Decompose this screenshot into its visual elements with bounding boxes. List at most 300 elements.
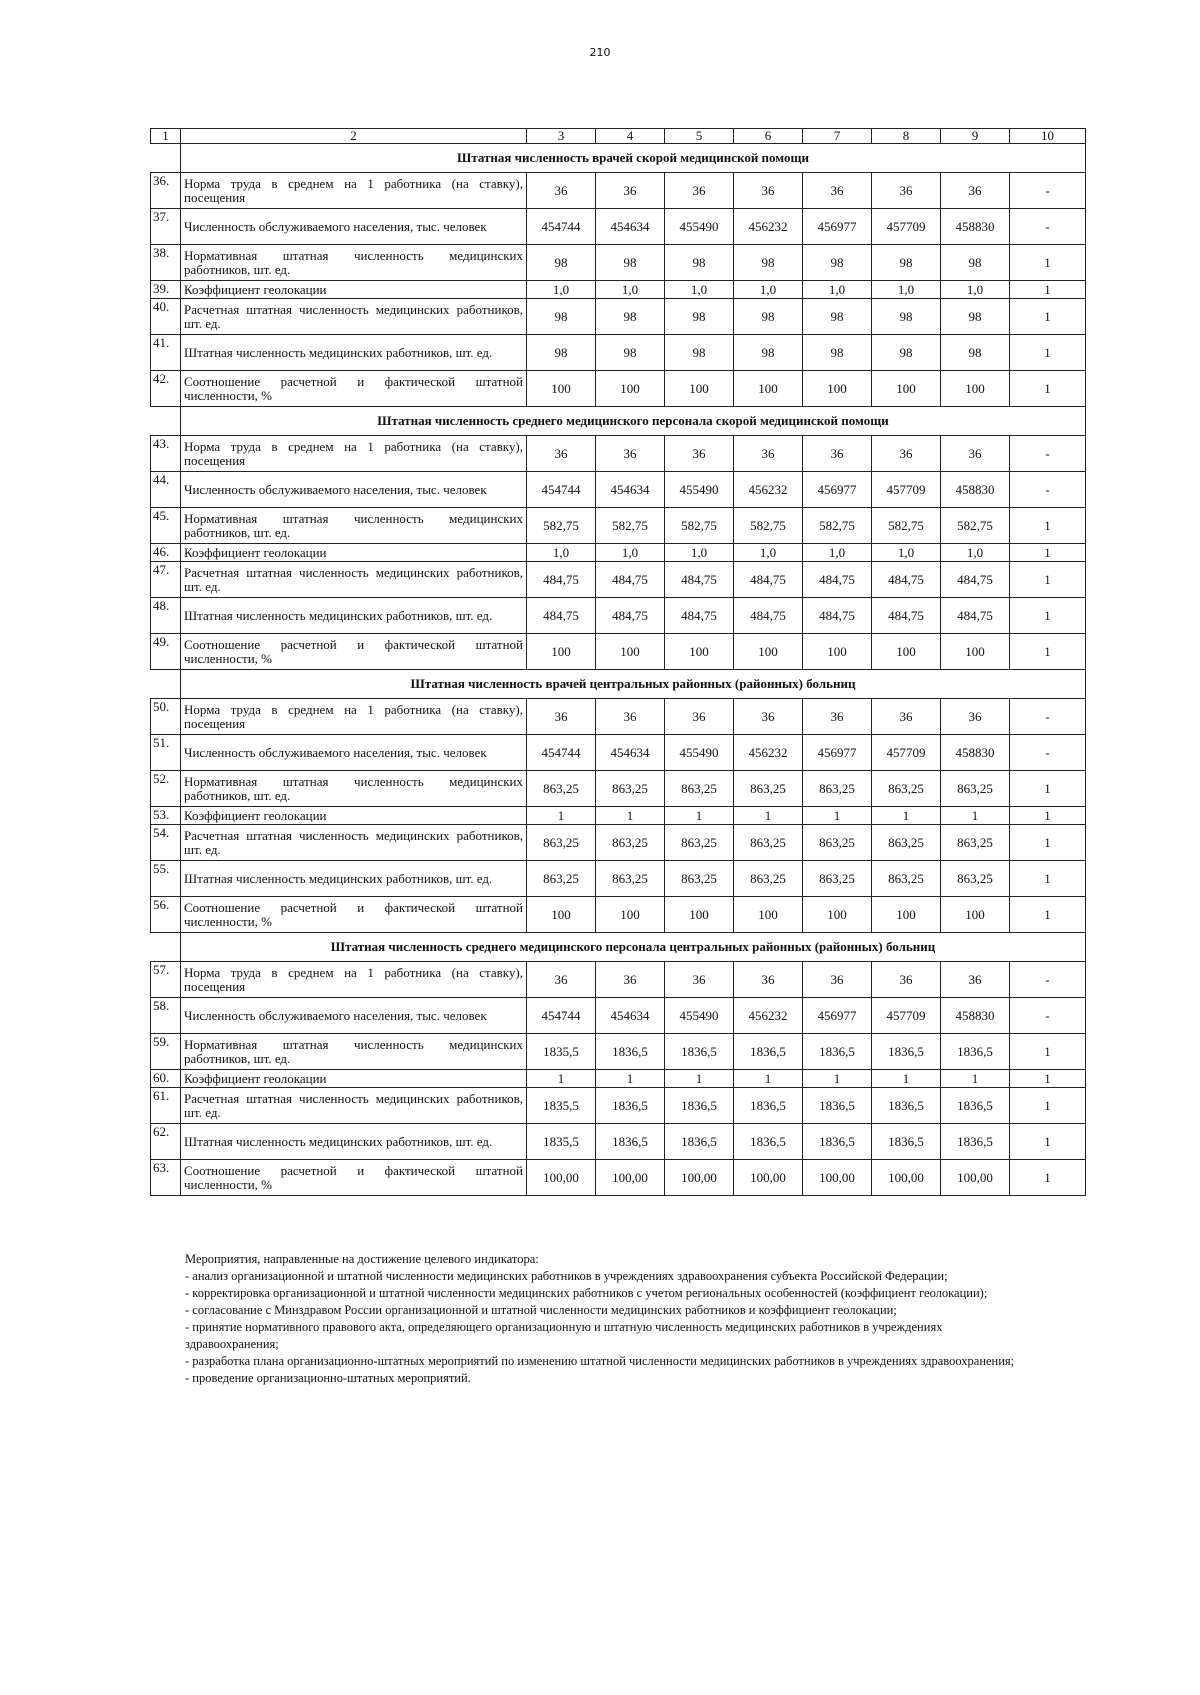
table-row bbox=[151, 1070, 1086, 1088]
table-row bbox=[151, 825, 1086, 861]
value-cell: 100 bbox=[803, 634, 872, 670]
measure-item: - разработка плана организационно-штатных мероприятий по изменению штатной численности медицинских работников в учреждениях здравоохранения; bbox=[185, 1354, 1015, 1368]
value-cell: 484,75 bbox=[527, 562, 596, 598]
value-cell: 100 bbox=[872, 897, 941, 933]
value-cell: 36 bbox=[803, 173, 872, 209]
value-cell: 1,0 bbox=[734, 544, 803, 562]
value-cell: - bbox=[1010, 962, 1086, 998]
table-row bbox=[151, 598, 1086, 634]
header-cell: 2 bbox=[181, 129, 527, 144]
value-cell: 100 bbox=[665, 897, 734, 933]
row-number: 36. bbox=[151, 173, 181, 209]
value-cell: 458830 bbox=[941, 998, 1010, 1034]
value-cell: 1,0 bbox=[596, 544, 665, 562]
value-cell: 100 bbox=[734, 371, 803, 407]
indicator-name: Расчетная штатная численность медицинских работников, шт. ед. bbox=[181, 299, 527, 335]
value-cell: 1836,5 bbox=[665, 1088, 734, 1124]
row-number: 53. bbox=[151, 807, 181, 825]
row-number: 50. bbox=[151, 699, 181, 735]
section-row bbox=[151, 670, 1086, 699]
value-cell: 36 bbox=[872, 173, 941, 209]
value-cell: 1 bbox=[1010, 508, 1086, 544]
table-row bbox=[151, 861, 1086, 897]
value-cell: 1 bbox=[665, 807, 734, 825]
value-cell: 484,75 bbox=[665, 562, 734, 598]
indicator-name: Коэффициент геолокации bbox=[181, 281, 527, 299]
header-cell: 1 bbox=[151, 129, 181, 144]
measure-item: - анализ организационной и штатной численности медицинских работников в учреждениях здравоохранения субъекта Российской Федерации; bbox=[185, 1269, 948, 1283]
value-cell: 36 bbox=[941, 173, 1010, 209]
table-row bbox=[151, 897, 1086, 933]
value-cell: - bbox=[1010, 472, 1086, 508]
value-cell: 863,25 bbox=[872, 771, 941, 807]
value-cell: 1836,5 bbox=[596, 1034, 665, 1070]
row-number: 47. bbox=[151, 562, 181, 598]
section-row bbox=[151, 407, 1086, 436]
indicator-name: Норма труда в среднем на 1 работника (на ставку), посещения bbox=[181, 962, 527, 998]
value-cell: 1,0 bbox=[596, 281, 665, 299]
row-number: 55. bbox=[151, 861, 181, 897]
value-cell: 100 bbox=[527, 371, 596, 407]
value-cell: 1 bbox=[734, 1070, 803, 1088]
value-cell: 863,25 bbox=[596, 771, 665, 807]
value-cell: 863,25 bbox=[665, 825, 734, 861]
value-cell: 36 bbox=[665, 699, 734, 735]
value-cell: 484,75 bbox=[734, 562, 803, 598]
value-cell: 100 bbox=[527, 897, 596, 933]
indicator-name: Норма труда в среднем на 1 работника (на ставку), посещения bbox=[181, 436, 527, 472]
value-cell: 100 bbox=[734, 634, 803, 670]
section-spacer bbox=[151, 933, 181, 962]
value-cell: 100 bbox=[941, 897, 1010, 933]
indicator-name: Соотношение расчетной и фактической штатной численности, % bbox=[181, 897, 527, 933]
table-row bbox=[151, 508, 1086, 544]
value-cell: 1 bbox=[1010, 335, 1086, 371]
row-number: 42. bbox=[151, 371, 181, 407]
value-cell: 100,00 bbox=[527, 1160, 596, 1196]
value-cell: 98 bbox=[734, 245, 803, 281]
value-cell: 454744 bbox=[527, 998, 596, 1034]
value-cell: 484,75 bbox=[596, 562, 665, 598]
value-cell: 100,00 bbox=[941, 1160, 1010, 1196]
value-cell: 1 bbox=[941, 807, 1010, 825]
value-cell: 98 bbox=[872, 245, 941, 281]
value-cell: 1,0 bbox=[527, 281, 596, 299]
value-cell: 1836,5 bbox=[872, 1034, 941, 1070]
value-cell: 863,25 bbox=[596, 825, 665, 861]
value-cell: 1,0 bbox=[665, 281, 734, 299]
value-cell: 582,75 bbox=[941, 508, 1010, 544]
value-cell: 36 bbox=[803, 699, 872, 735]
value-cell: 36 bbox=[734, 436, 803, 472]
value-cell: 457709 bbox=[872, 209, 941, 245]
measure-item: - принятие нормативного правового акта, определяющего организационную и штатную численность медицинских работников в учреждениях здравоохранения; bbox=[185, 1320, 943, 1351]
value-cell: 455490 bbox=[665, 209, 734, 245]
value-cell: 98 bbox=[872, 335, 941, 371]
value-cell: 1,0 bbox=[803, 281, 872, 299]
row-number: 43. bbox=[151, 436, 181, 472]
value-cell: 1 bbox=[803, 807, 872, 825]
value-cell: 36 bbox=[596, 173, 665, 209]
value-cell: 98 bbox=[803, 245, 872, 281]
value-cell: 1 bbox=[1010, 1034, 1086, 1070]
value-cell: 458830 bbox=[941, 209, 1010, 245]
value-cell: 98 bbox=[596, 245, 665, 281]
value-cell: 1 bbox=[1010, 544, 1086, 562]
value-cell: 36 bbox=[734, 699, 803, 735]
row-number: 45. bbox=[151, 508, 181, 544]
value-cell: 454634 bbox=[596, 472, 665, 508]
value-cell: 582,75 bbox=[665, 508, 734, 544]
value-cell: 1 bbox=[872, 807, 941, 825]
value-cell: 98 bbox=[665, 335, 734, 371]
indicator-name: Штатная численность медицинских работников, шт. ед. bbox=[181, 335, 527, 371]
value-cell: 98 bbox=[527, 335, 596, 371]
indicator-name: Норма труда в среднем на 1 работника (на ставку), посещения bbox=[181, 699, 527, 735]
value-cell: 100 bbox=[803, 371, 872, 407]
table-row bbox=[151, 699, 1086, 735]
staffing-table bbox=[150, 128, 1086, 1196]
value-cell: 36 bbox=[872, 436, 941, 472]
value-cell: 100 bbox=[941, 634, 1010, 670]
value-cell: 454634 bbox=[596, 735, 665, 771]
value-cell: 456977 bbox=[803, 998, 872, 1034]
value-cell: 582,75 bbox=[872, 508, 941, 544]
value-cell: 457709 bbox=[872, 472, 941, 508]
value-cell: 36 bbox=[665, 173, 734, 209]
value-cell: 1836,5 bbox=[665, 1124, 734, 1160]
value-cell: 1 bbox=[1010, 634, 1086, 670]
indicator-name: Норма труда в среднем на 1 работника (на ставку), посещения bbox=[181, 173, 527, 209]
indicator-name: Расчетная штатная численность медицинских работников, шт. ед. bbox=[181, 825, 527, 861]
value-cell: 863,25 bbox=[665, 861, 734, 897]
value-cell: 1836,5 bbox=[734, 1088, 803, 1124]
value-cell: 36 bbox=[596, 962, 665, 998]
value-cell: 100 bbox=[665, 371, 734, 407]
table-row bbox=[151, 472, 1086, 508]
value-cell: 36 bbox=[527, 962, 596, 998]
value-cell: 1 bbox=[596, 807, 665, 825]
value-cell: 100 bbox=[941, 371, 1010, 407]
value-cell: 454744 bbox=[527, 735, 596, 771]
table-row bbox=[151, 1160, 1086, 1196]
value-cell: 100 bbox=[734, 897, 803, 933]
value-cell: 1 bbox=[527, 807, 596, 825]
value-cell: 863,25 bbox=[872, 861, 941, 897]
measure-item: - согласование с Минздравом России организационной и штатной численности медицинских работников и коэффициент геолокации; bbox=[185, 1303, 897, 1317]
value-cell: 484,75 bbox=[803, 598, 872, 634]
table-row bbox=[151, 299, 1086, 335]
value-cell: 1 bbox=[803, 1070, 872, 1088]
value-cell: 484,75 bbox=[941, 562, 1010, 598]
value-cell: 455490 bbox=[665, 998, 734, 1034]
row-number: 54. bbox=[151, 825, 181, 861]
value-cell: 36 bbox=[527, 699, 596, 735]
value-cell: 98 bbox=[941, 245, 1010, 281]
row-number: 38. bbox=[151, 245, 181, 281]
value-cell: 582,75 bbox=[734, 508, 803, 544]
value-cell: 36 bbox=[527, 436, 596, 472]
section-spacer bbox=[151, 144, 181, 173]
value-cell: 1,0 bbox=[872, 544, 941, 562]
value-cell: 863,25 bbox=[665, 771, 734, 807]
value-cell: - bbox=[1010, 735, 1086, 771]
value-cell: 1 bbox=[1010, 1160, 1086, 1196]
value-cell: - bbox=[1010, 209, 1086, 245]
value-cell: 455490 bbox=[665, 472, 734, 508]
value-cell: 36 bbox=[665, 436, 734, 472]
indicator-name: Нормативная штатная численность медицинских работников, шт. ед. bbox=[181, 771, 527, 807]
table-row bbox=[151, 1124, 1086, 1160]
value-cell: 36 bbox=[941, 436, 1010, 472]
value-cell: 863,25 bbox=[527, 825, 596, 861]
value-cell: 100 bbox=[527, 634, 596, 670]
value-cell: 1 bbox=[734, 807, 803, 825]
value-cell: 456232 bbox=[734, 735, 803, 771]
value-cell: 1 bbox=[1010, 299, 1086, 335]
value-cell: 456232 bbox=[734, 472, 803, 508]
row-number: 41. bbox=[151, 335, 181, 371]
value-cell: 1 bbox=[1010, 245, 1086, 281]
row-number: 48. bbox=[151, 598, 181, 634]
header-cell: 3 bbox=[527, 129, 596, 144]
value-cell: 1,0 bbox=[872, 281, 941, 299]
value-cell: 100,00 bbox=[734, 1160, 803, 1196]
table-row bbox=[151, 371, 1086, 407]
value-cell: 1836,5 bbox=[734, 1034, 803, 1070]
indicator-name: Соотношение расчетной и фактической штатной численности, % bbox=[181, 371, 527, 407]
value-cell: 582,75 bbox=[527, 508, 596, 544]
value-cell: 1836,5 bbox=[872, 1088, 941, 1124]
value-cell: 1,0 bbox=[803, 544, 872, 562]
value-cell: 1 bbox=[1010, 807, 1086, 825]
value-cell: 484,75 bbox=[734, 598, 803, 634]
indicator-name: Коэффициент геолокации bbox=[181, 1070, 527, 1088]
value-cell: 458830 bbox=[941, 472, 1010, 508]
value-cell: 456977 bbox=[803, 209, 872, 245]
indicator-name: Расчетная штатная численность медицинских работников, шт. ед. bbox=[181, 1088, 527, 1124]
section-title: Штатная численность среднего медицинского персонала центральных районных (районных) больниц bbox=[181, 933, 1086, 962]
value-cell: 863,25 bbox=[527, 771, 596, 807]
measures-title: Мероприятия, направленные на достижение целевого индикатора: bbox=[185, 1252, 539, 1266]
section-spacer bbox=[151, 407, 181, 436]
value-cell: 36 bbox=[596, 436, 665, 472]
indicator-name: Численность обслуживаемого населения, тыс. человек bbox=[181, 209, 527, 245]
value-cell: 484,75 bbox=[527, 598, 596, 634]
row-number: 57. bbox=[151, 962, 181, 998]
value-cell: - bbox=[1010, 436, 1086, 472]
value-cell: 1 bbox=[527, 1070, 596, 1088]
section-title: Штатная численность среднего медицинского персонала скорой медицинской помощи bbox=[181, 407, 1086, 436]
value-cell: 100,00 bbox=[596, 1160, 665, 1196]
value-cell: 98 bbox=[596, 299, 665, 335]
value-cell: 863,25 bbox=[734, 771, 803, 807]
value-cell: 863,25 bbox=[734, 825, 803, 861]
value-cell: 36 bbox=[872, 962, 941, 998]
value-cell: 36 bbox=[527, 173, 596, 209]
value-cell: 456232 bbox=[734, 998, 803, 1034]
indicator-name: Численность обслуживаемого населения, тыс. человек bbox=[181, 735, 527, 771]
value-cell: 1836,5 bbox=[941, 1124, 1010, 1160]
indicator-name: Нормативная штатная численность медицинских работников, шт. ед. bbox=[181, 245, 527, 281]
value-cell: 863,25 bbox=[803, 825, 872, 861]
indicator-name: Коэффициент геолокации bbox=[181, 544, 527, 562]
value-cell: 454744 bbox=[527, 472, 596, 508]
value-cell: 484,75 bbox=[665, 598, 734, 634]
table-row bbox=[151, 281, 1086, 299]
row-number: 37. bbox=[151, 209, 181, 245]
value-cell: 456977 bbox=[803, 472, 872, 508]
measures-block bbox=[185, 1251, 1025, 1387]
value-cell: 1 bbox=[1010, 371, 1086, 407]
indicator-name: Нормативная штатная численность медицинских работников, шт. ед. bbox=[181, 508, 527, 544]
section-row bbox=[151, 933, 1086, 962]
value-cell: 1 bbox=[872, 1070, 941, 1088]
value-cell: 1835,5 bbox=[527, 1034, 596, 1070]
value-cell: - bbox=[1010, 699, 1086, 735]
indicator-name: Штатная численность медицинских работников, шт. ед. bbox=[181, 598, 527, 634]
value-cell: 100 bbox=[803, 897, 872, 933]
indicator-name: Соотношение расчетной и фактической штатной численности, % bbox=[181, 634, 527, 670]
value-cell: 98 bbox=[734, 299, 803, 335]
row-number: 62. bbox=[151, 1124, 181, 1160]
value-cell: 36 bbox=[665, 962, 734, 998]
section-title: Штатная численность врачей скорой медицинской помощи bbox=[181, 144, 1086, 173]
value-cell: 1,0 bbox=[941, 281, 1010, 299]
value-cell: 457709 bbox=[872, 998, 941, 1034]
value-cell: 454634 bbox=[596, 209, 665, 245]
value-cell: - bbox=[1010, 173, 1086, 209]
indicator-name: Штатная численность медицинских работников, шт. ед. bbox=[181, 1124, 527, 1160]
table-row bbox=[151, 562, 1086, 598]
section-row bbox=[151, 144, 1086, 173]
value-cell: 1836,5 bbox=[803, 1124, 872, 1160]
table-row bbox=[151, 173, 1086, 209]
value-cell: 863,25 bbox=[803, 861, 872, 897]
value-cell: 1835,5 bbox=[527, 1124, 596, 1160]
value-cell: 98 bbox=[941, 299, 1010, 335]
row-number: 39. bbox=[151, 281, 181, 299]
value-cell: 100 bbox=[596, 897, 665, 933]
value-cell: 863,25 bbox=[734, 861, 803, 897]
row-number: 44. bbox=[151, 472, 181, 508]
value-cell: 36 bbox=[941, 962, 1010, 998]
value-cell: 1 bbox=[941, 1070, 1010, 1088]
header-row bbox=[151, 129, 1086, 144]
table-row bbox=[151, 335, 1086, 371]
row-number: 51. bbox=[151, 735, 181, 771]
value-cell: 1 bbox=[1010, 562, 1086, 598]
value-cell: 1836,5 bbox=[803, 1088, 872, 1124]
value-cell: 36 bbox=[872, 699, 941, 735]
value-cell: 100,00 bbox=[803, 1160, 872, 1196]
table-row bbox=[151, 1034, 1086, 1070]
indicator-name: Соотношение расчетной и фактической штатной численности, % bbox=[181, 1160, 527, 1196]
table-row bbox=[151, 962, 1086, 998]
row-number: 59. bbox=[151, 1034, 181, 1070]
value-cell: 1 bbox=[1010, 281, 1086, 299]
header-cell: 9 bbox=[941, 129, 1010, 144]
row-number: 63. bbox=[151, 1160, 181, 1196]
value-cell: 484,75 bbox=[872, 598, 941, 634]
row-number: 49. bbox=[151, 634, 181, 670]
value-cell: 100 bbox=[872, 634, 941, 670]
table-row bbox=[151, 436, 1086, 472]
table-row bbox=[151, 1088, 1086, 1124]
value-cell: 1836,5 bbox=[596, 1124, 665, 1160]
value-cell: 1 bbox=[1010, 897, 1086, 933]
indicator-name: Численность обслуживаемого населения, тыс. человек bbox=[181, 472, 527, 508]
value-cell: 455490 bbox=[665, 735, 734, 771]
value-cell: 98 bbox=[941, 335, 1010, 371]
measures-list bbox=[185, 1268, 1025, 1387]
table-row bbox=[151, 245, 1086, 281]
row-number: 60. bbox=[151, 1070, 181, 1088]
row-number: 58. bbox=[151, 998, 181, 1034]
value-cell: 100,00 bbox=[665, 1160, 734, 1196]
value-cell: 98 bbox=[527, 245, 596, 281]
row-number: 40. bbox=[151, 299, 181, 335]
table-row bbox=[151, 634, 1086, 670]
value-cell: 36 bbox=[803, 962, 872, 998]
value-cell: 98 bbox=[665, 245, 734, 281]
value-cell: 484,75 bbox=[803, 562, 872, 598]
value-cell: 98 bbox=[803, 335, 872, 371]
value-cell: 1,0 bbox=[941, 544, 1010, 562]
value-cell: 1836,5 bbox=[941, 1088, 1010, 1124]
measure-item: - корректировка организационной и штатной численности медицинских работников с учетом региональных особенностей (коэффициент геолокации); bbox=[185, 1286, 988, 1300]
value-cell: 1836,5 bbox=[596, 1088, 665, 1124]
table-row bbox=[151, 544, 1086, 562]
page-number: 210 bbox=[589, 46, 611, 59]
value-cell: 98 bbox=[803, 299, 872, 335]
value-cell: 98 bbox=[527, 299, 596, 335]
value-cell: 100,00 bbox=[872, 1160, 941, 1196]
value-cell: 457709 bbox=[872, 735, 941, 771]
value-cell: 1 bbox=[665, 1070, 734, 1088]
value-cell: 1836,5 bbox=[941, 1034, 1010, 1070]
value-cell: 458830 bbox=[941, 735, 1010, 771]
value-cell: 1 bbox=[1010, 1088, 1086, 1124]
value-cell: 1 bbox=[1010, 861, 1086, 897]
row-number: 52. bbox=[151, 771, 181, 807]
value-cell: 582,75 bbox=[596, 508, 665, 544]
indicator-name: Расчетная штатная численность медицинских работников, шт. ед. bbox=[181, 562, 527, 598]
section-title: Штатная численность врачей центральных районных (районных) больниц bbox=[181, 670, 1086, 699]
value-cell: 1 bbox=[1010, 1070, 1086, 1088]
indicator-name: Нормативная штатная численность медицинских работников, шт. ед. bbox=[181, 1034, 527, 1070]
value-cell: 454744 bbox=[527, 209, 596, 245]
value-cell: 1836,5 bbox=[803, 1034, 872, 1070]
value-cell: 1 bbox=[1010, 825, 1086, 861]
table-row bbox=[151, 735, 1086, 771]
value-cell: 863,25 bbox=[872, 825, 941, 861]
value-cell: 1835,5 bbox=[527, 1088, 596, 1124]
value-cell: 98 bbox=[872, 299, 941, 335]
indicator-name: Коэффициент геолокации bbox=[181, 807, 527, 825]
indicator-name: Штатная численность медицинских работников, шт. ед. bbox=[181, 861, 527, 897]
value-cell: - bbox=[1010, 998, 1086, 1034]
header-cell: 8 bbox=[872, 129, 941, 144]
measure-item: - проведение организационно-штатных мероприятий. bbox=[185, 1371, 471, 1385]
value-cell: 484,75 bbox=[872, 562, 941, 598]
value-cell: 454634 bbox=[596, 998, 665, 1034]
header-cell: 4 bbox=[596, 129, 665, 144]
value-cell: 456977 bbox=[803, 735, 872, 771]
value-cell: 484,75 bbox=[941, 598, 1010, 634]
value-cell: 863,25 bbox=[941, 825, 1010, 861]
value-cell: 98 bbox=[734, 335, 803, 371]
